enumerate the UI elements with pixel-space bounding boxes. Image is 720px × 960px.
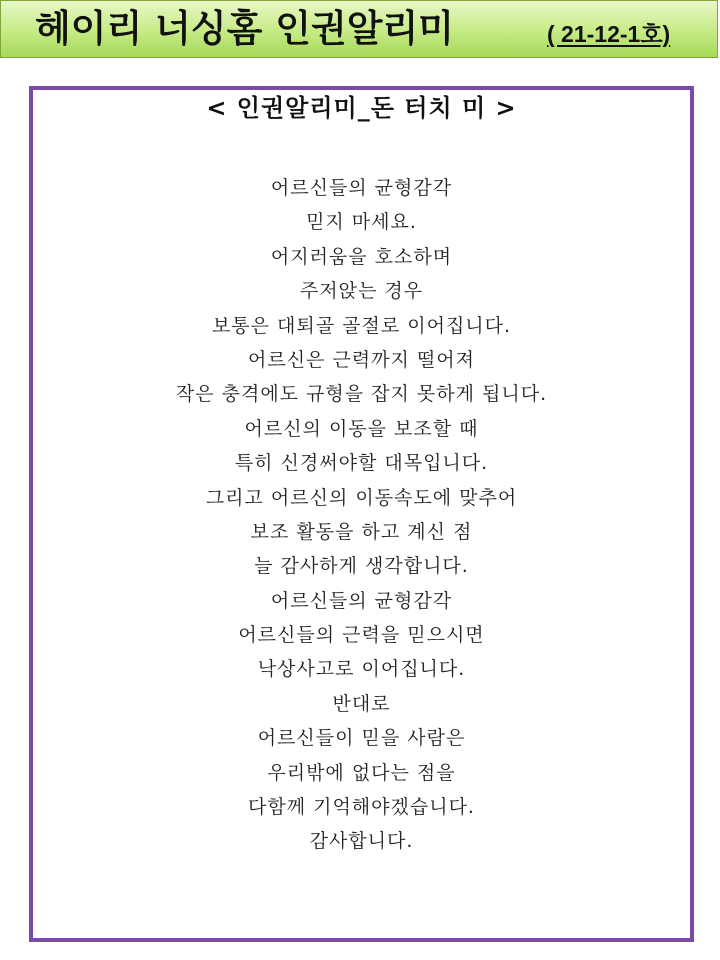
message-line: 그리고 어르신의 이동속도에 맞추어 [205, 486, 518, 509]
message-line: 낙상사고로 이어집니다. [257, 658, 466, 681]
message-line: 반대로 [332, 692, 391, 715]
message-line: 늘 감사하게 생각합니다. [254, 555, 469, 578]
message-line: 믿지 마세요. [306, 211, 417, 234]
message-line: 감사합니다. [309, 830, 414, 853]
message-line: 보조 활동을 하고 계신 점 [250, 520, 473, 543]
message-line: 특히 신경써야할 대목입니다. [234, 452, 489, 475]
message-line: 어르신들이 믿을 사람은 [257, 727, 466, 750]
issue-number: ( 21-12-1호) [547, 21, 671, 47]
message-line: 다함께 기억해야겠습니다. [248, 796, 475, 819]
message-line: 어르신들의 균형감각 [270, 177, 453, 199]
message-line: 어르신의 이동을 보조할 때 [244, 417, 479, 440]
message-line: 어르신들의 근력을 믿으시면 [238, 624, 485, 647]
message-line: 어지러움을 호소하며 [270, 245, 453, 268]
header-title: 헤이리 너싱홈 인권알리미 [35, 7, 454, 50]
document-heading: < 인권알리미_돈 터치 미 > [206, 94, 517, 122]
message-line: 주저앉는 경우 [299, 280, 424, 303]
message-line: 우리밖에 없다는 점을 [267, 761, 456, 784]
message-line: 어르신들의 균형감각 [270, 589, 453, 612]
header-banner [0, 0, 718, 58]
message-body [33, 171, 690, 859]
message-line: 보통은 대퇴골 골절로 이어집니다. [211, 314, 512, 337]
message-line: 어르신은 근력까지 떨어져 [248, 348, 475, 371]
document-frame [29, 86, 694, 942]
message-line: 작은 충격에도 규형을 잡지 못하게 됩니다. [175, 383, 548, 406]
